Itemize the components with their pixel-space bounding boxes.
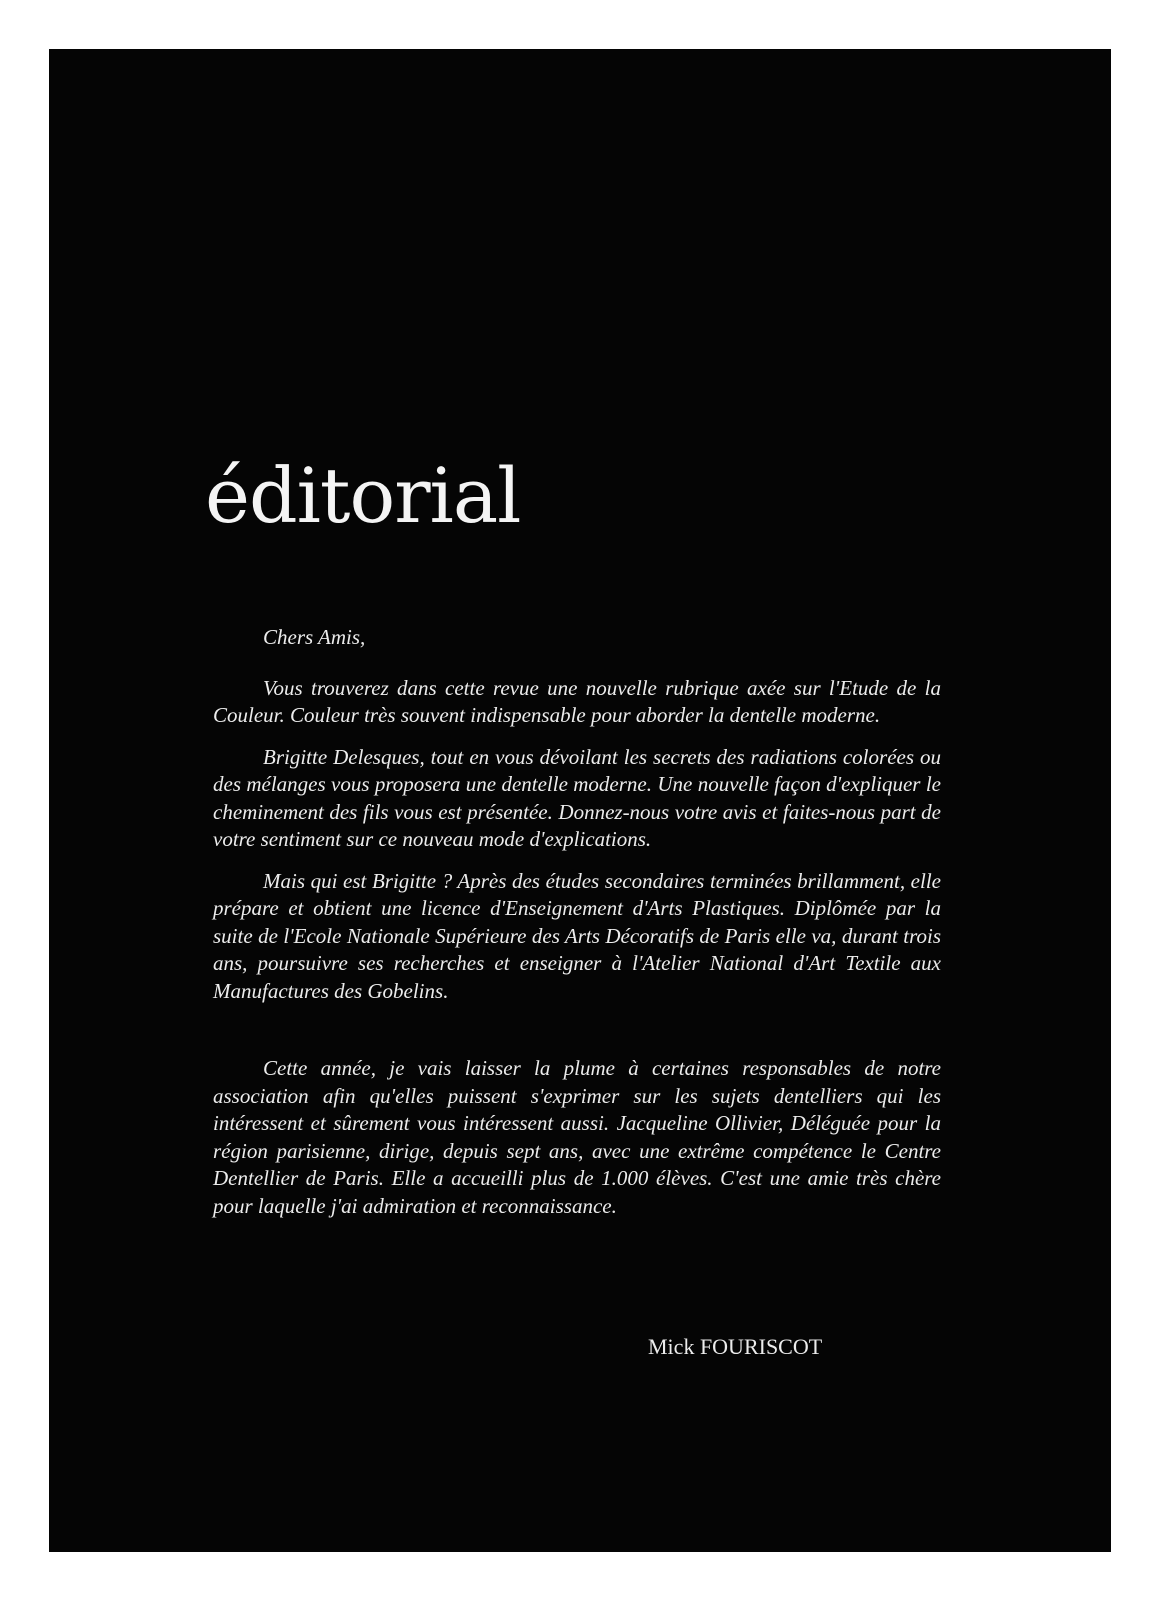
paragraph-2: Brigitte Delesques, tout en vous dévoilant les secrets des radiations colorées ou des mélanges vous proposera une dentelle moderne. Une nouvelle façon d'expliquer le cheminement des fils vous est présentée. Donnez-nous votre avis et faites-nous part de votre sentiment sur ce nouveau mode d'explications. <box>213 744 941 851</box>
paragraph-4: Cette année, je vais laisser la plume à certaines responsables de notre association afin qu'elles puissent s'exprimer sur les sujets dentelliers qui les intéressent et sûrement vous intéressent aussi. Jacqueline Ollivier, Déléguée pour la région parisienne, dirige, depuis sept ans, avec une extrême compétence le Centre Dentellier de Paris. Elle a accueilli plus de 1.000 élèves. C'est une amie très chère pour laquelle j'ai admiration et reconnaissance. <box>213 1056 941 1218</box>
editorial-body <box>213 624 941 1220</box>
editorial-title: éditorial <box>205 451 521 540</box>
greeting: Chers Amis, <box>263 625 366 649</box>
paragraph-3: Mais qui est Brigitte ? Après des études secondaires terminées brillamment, elle prépare et obtient une licence d'Enseignement d'Arts Plastiques. Diplômée par la suite de l'Ecole Nationale Supérieure des Arts Décoratifs de Paris elle va, durant trois ans, poursuivre ses recherches et enseigner à l'Atelier National d'Art Textile aux Manufactures des Gobelins. <box>213 868 941 1003</box>
paragraph-1: Vous trouverez dans cette revue une nouvelle rubrique axée sur l'Etude de la Couleur. Couleur très souvent indispensable pour aborder la dentelle moderne. <box>213 675 941 727</box>
signature: Mick FOURISCOT <box>648 1334 823 1359</box>
